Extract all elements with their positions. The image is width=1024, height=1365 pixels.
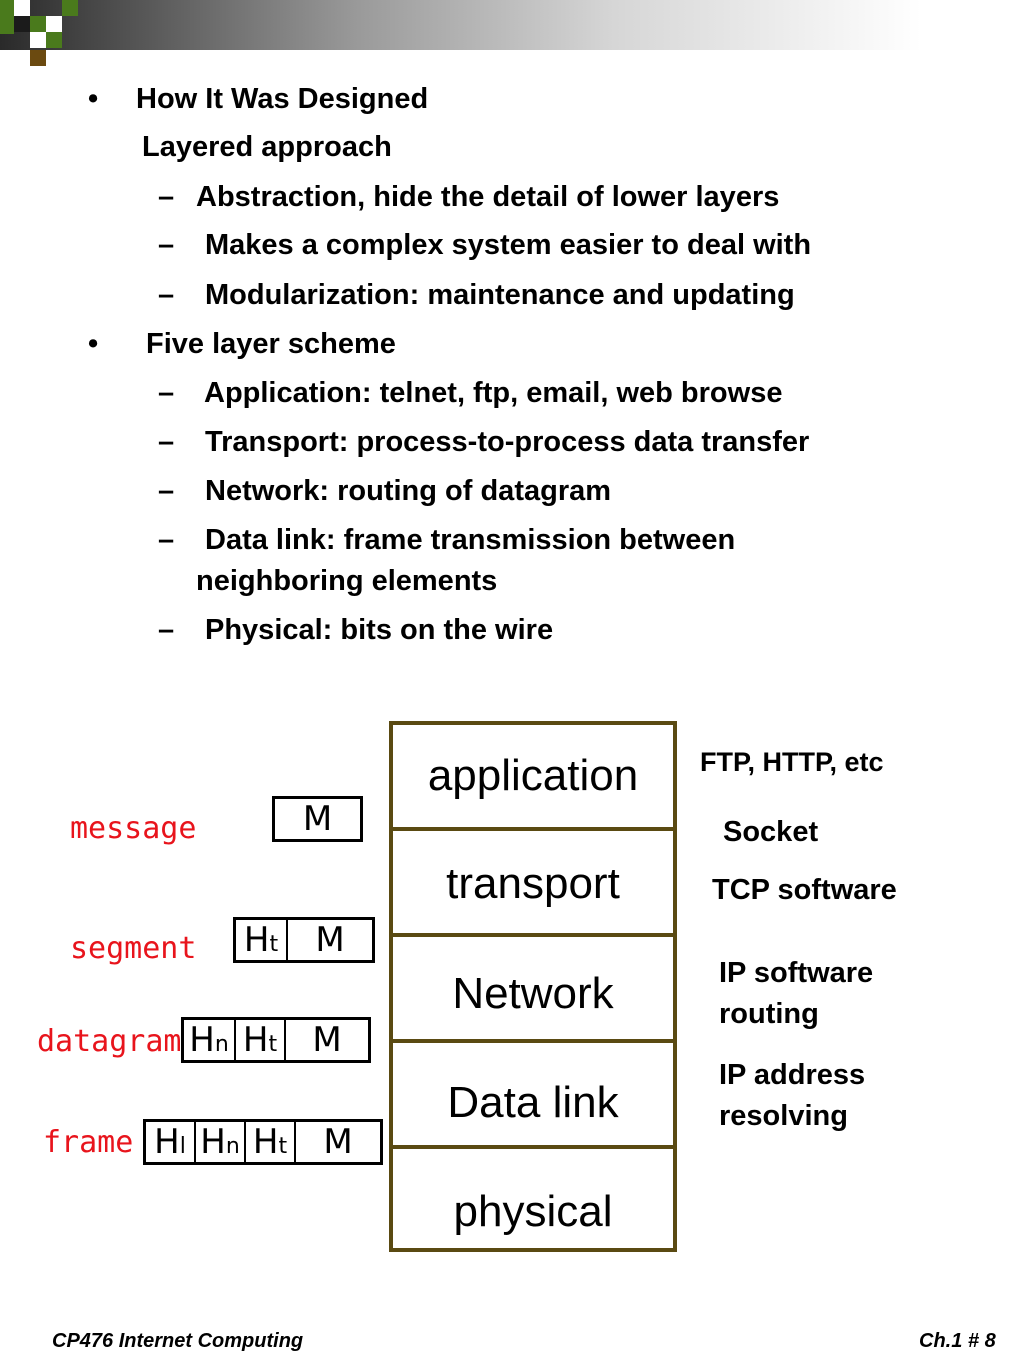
note-resolving: resolving bbox=[719, 1100, 848, 1132]
header-square-7 bbox=[46, 32, 62, 48]
bullet-title-five-layer: Five layer scheme bbox=[146, 328, 396, 360]
header-square-4 bbox=[30, 16, 46, 32]
header-link: Hl bbox=[154, 1122, 186, 1162]
pdu-label-frame: frame bbox=[43, 1125, 134, 1160]
dash-mark: – bbox=[158, 229, 175, 261]
pdu-label-message: message bbox=[70, 811, 197, 846]
header-square-3 bbox=[14, 16, 30, 32]
dash-mark: – bbox=[158, 475, 175, 507]
list-item: Abstraction, hide the detail of lower layers bbox=[196, 181, 780, 213]
dash-mark: – bbox=[158, 279, 175, 311]
dash-mark: – bbox=[158, 426, 175, 458]
packet-message bbox=[272, 796, 363, 842]
note-tcp-software: TCP software bbox=[712, 874, 897, 906]
header-square-9 bbox=[62, 0, 78, 16]
bullet-mark: • bbox=[88, 328, 99, 360]
layer-separator bbox=[393, 933, 673, 937]
dash-mark: – bbox=[158, 377, 175, 409]
note-socket: Socket bbox=[723, 816, 819, 848]
dash-mark: – bbox=[158, 181, 175, 213]
payload-m: M bbox=[312, 1020, 342, 1060]
payload-m: M bbox=[315, 920, 345, 960]
header-transport: Ht bbox=[242, 1020, 278, 1060]
bullet-title-design: How It Was Designed bbox=[136, 83, 429, 115]
bullet-subtitle-layered: Layered approach bbox=[142, 131, 392, 163]
note-routing: routing bbox=[719, 998, 819, 1030]
list-item: Makes a complex system easier to deal with bbox=[205, 229, 812, 261]
layer-network: Network bbox=[452, 969, 614, 1018]
pdu-label-datagram: datagram bbox=[37, 1024, 182, 1059]
list-item: Transport: process-to-process data transfer bbox=[205, 426, 810, 458]
list-item: Application: telnet, ftp, email, web browse bbox=[204, 377, 783, 409]
header-square-6 bbox=[30, 50, 46, 66]
note-ip-address: IP address bbox=[719, 1059, 866, 1091]
packet-segment bbox=[233, 917, 375, 963]
packet-frame bbox=[143, 1119, 383, 1165]
protocol-stack bbox=[389, 721, 677, 1252]
header-square-1 bbox=[0, 0, 14, 34]
footer-page-number: Ch.1 # 8 bbox=[919, 1330, 996, 1352]
header-network: Hn bbox=[200, 1122, 240, 1162]
pdu-label-segment: segment bbox=[70, 931, 197, 966]
note-ip-software: IP software bbox=[719, 957, 874, 989]
header-square-2 bbox=[14, 0, 30, 16]
note-app-protocols: FTP, HTTP, etc bbox=[700, 747, 884, 777]
layer-separator bbox=[393, 1145, 673, 1149]
list-item: Physical: bits on the wire bbox=[205, 614, 554, 646]
bullet-mark: • bbox=[88, 83, 99, 115]
dash-mark: – bbox=[158, 524, 175, 556]
packet-datagram bbox=[181, 1017, 371, 1063]
dash-mark: – bbox=[158, 614, 175, 646]
header-square-8 bbox=[46, 16, 62, 32]
list-item-continuation: neighboring elements bbox=[196, 565, 498, 597]
payload-m: M bbox=[302, 799, 333, 839]
list-item: Network: routing of datagram bbox=[205, 475, 612, 507]
header-gradient-bar bbox=[0, 0, 1024, 50]
header-transport: Ht bbox=[243, 920, 279, 960]
layer-transport: transport bbox=[446, 859, 620, 908]
layer-separator bbox=[393, 1039, 673, 1043]
layer-separator bbox=[393, 827, 673, 831]
layer-application: application bbox=[427, 751, 639, 800]
footer-course: CP476 Internet Computing bbox=[52, 1330, 304, 1352]
header-transport: Ht bbox=[252, 1122, 288, 1162]
layer-physical: physical bbox=[453, 1187, 613, 1236]
payload-m: M bbox=[323, 1122, 353, 1162]
list-item: Modularization: maintenance and updating bbox=[205, 279, 795, 311]
header-network: Hn bbox=[189, 1020, 229, 1060]
header-square-5 bbox=[30, 32, 46, 48]
list-item: Data link: frame transmission between bbox=[205, 524, 736, 556]
layer-data-link: Data link bbox=[447, 1078, 619, 1127]
